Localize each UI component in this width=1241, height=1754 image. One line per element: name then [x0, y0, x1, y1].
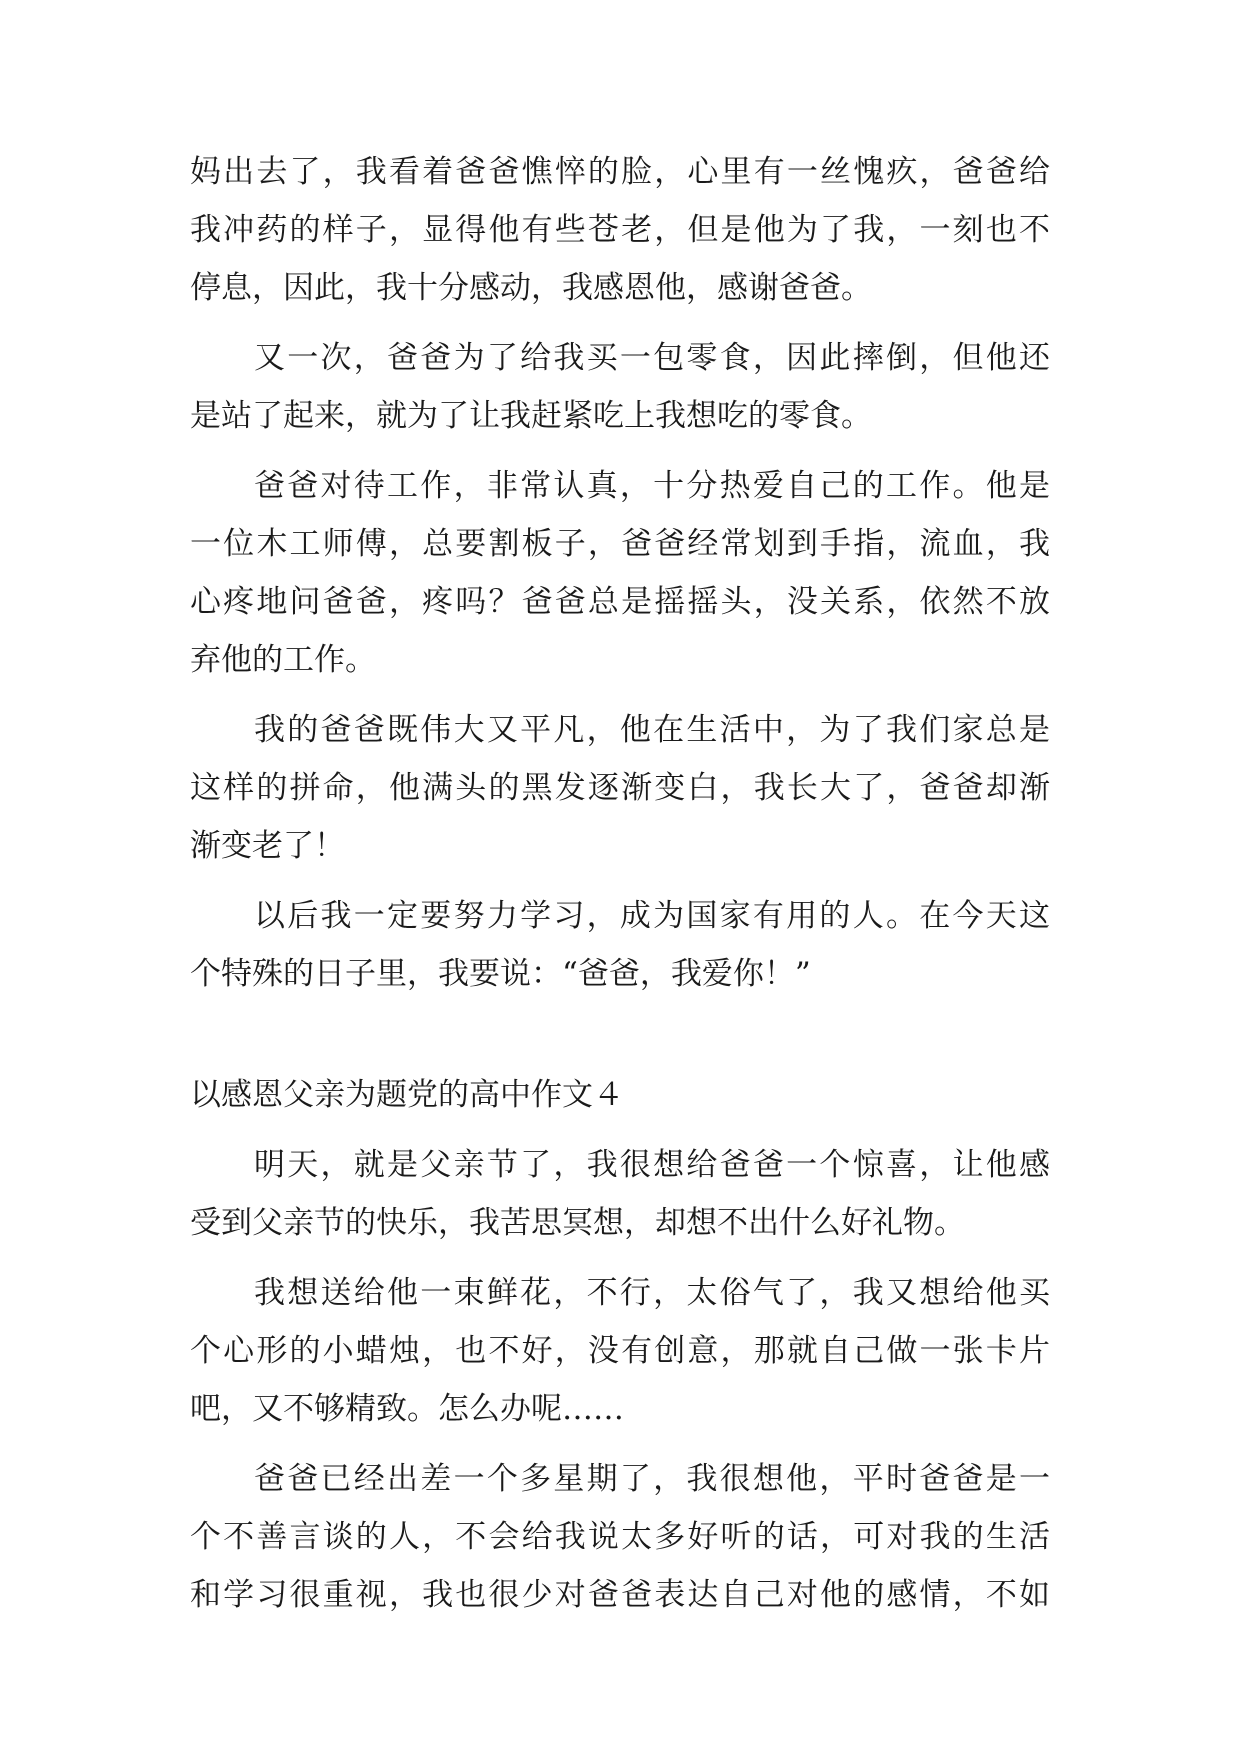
- text-line: 妈出去了，我看着爸爸憔悴的脸，心里有一丝愧疚，爸爸给: [190, 154, 1050, 190]
- paragraph-first-line: 明天，就是父亲节了，我很想给爸爸一个惊喜，让他感: [254, 1147, 1050, 1183]
- paragraph-first-line: 以后我一定要努力学习，成为国家有用的人。在今天这: [254, 898, 1050, 934]
- text-line: 受到父亲节的快乐，我苦思冥想，却想不出什么好礼物。: [190, 1205, 965, 1241]
- paragraph-first-line: 又一次，爸爸为了给我买一包零食，因此摔倒，但他还: [254, 340, 1050, 376]
- text-line: 和学习很重视，我也很少对爸爸表达自己对他的感情，不如: [190, 1577, 1050, 1613]
- paragraph-first-line: 我的爸爸既伟大又平凡，他在生活中，为了我们家总是: [254, 712, 1050, 748]
- text-line: 个特殊的日子里，我要说：“爸爸，我爱你！”: [190, 956, 811, 992]
- text-line: 心疼地问爸爸，疼吗？爸爸总是摇摇头，没关系，依然不放: [190, 584, 1050, 620]
- paragraph-first-line: 我想送给他一束鲜花，不行，太俗气了，我又想给他买: [254, 1275, 1050, 1311]
- paragraph-first-line: 爸爸对待工作，非常认真，十分热爱自己的工作。他是: [254, 468, 1050, 504]
- text-line: 这样的拼命，他满头的黑发逐渐变白，我长大了，爸爸却渐: [190, 770, 1050, 806]
- text-line: 一位木工师傅，总要割板子，爸爸经常划到手指，流血，我: [190, 526, 1050, 562]
- text-line: 个不善言谈的人，不会给我说太多好听的话，可对我的生活: [190, 1519, 1050, 1555]
- text-line: 弃他的工作。: [190, 642, 376, 678]
- paragraph-first-line: 爸爸已经出差一个多星期了，我很想他，平时爸爸是一: [254, 1461, 1050, 1497]
- text-line: 吧，又不够精致。怎么办呢……: [190, 1391, 624, 1427]
- text-line: 是站了起来，就为了让我赶紧吃上我想吃的零食。: [190, 398, 872, 434]
- text-line: 我冲药的样子，显得他有些苍老，但是他为了我，一刻也不: [190, 212, 1050, 248]
- text-line: 渐变老了！: [190, 828, 345, 864]
- section-heading: 以感恩父亲为题党的高中作文４: [190, 1077, 624, 1113]
- text-line: 停息，因此，我十分感动，我感恩他，感谢爸爸。: [190, 270, 872, 306]
- text-line: 个心形的小蜡烛，也不好，没有创意，那就自己做一张卡片: [190, 1333, 1050, 1369]
